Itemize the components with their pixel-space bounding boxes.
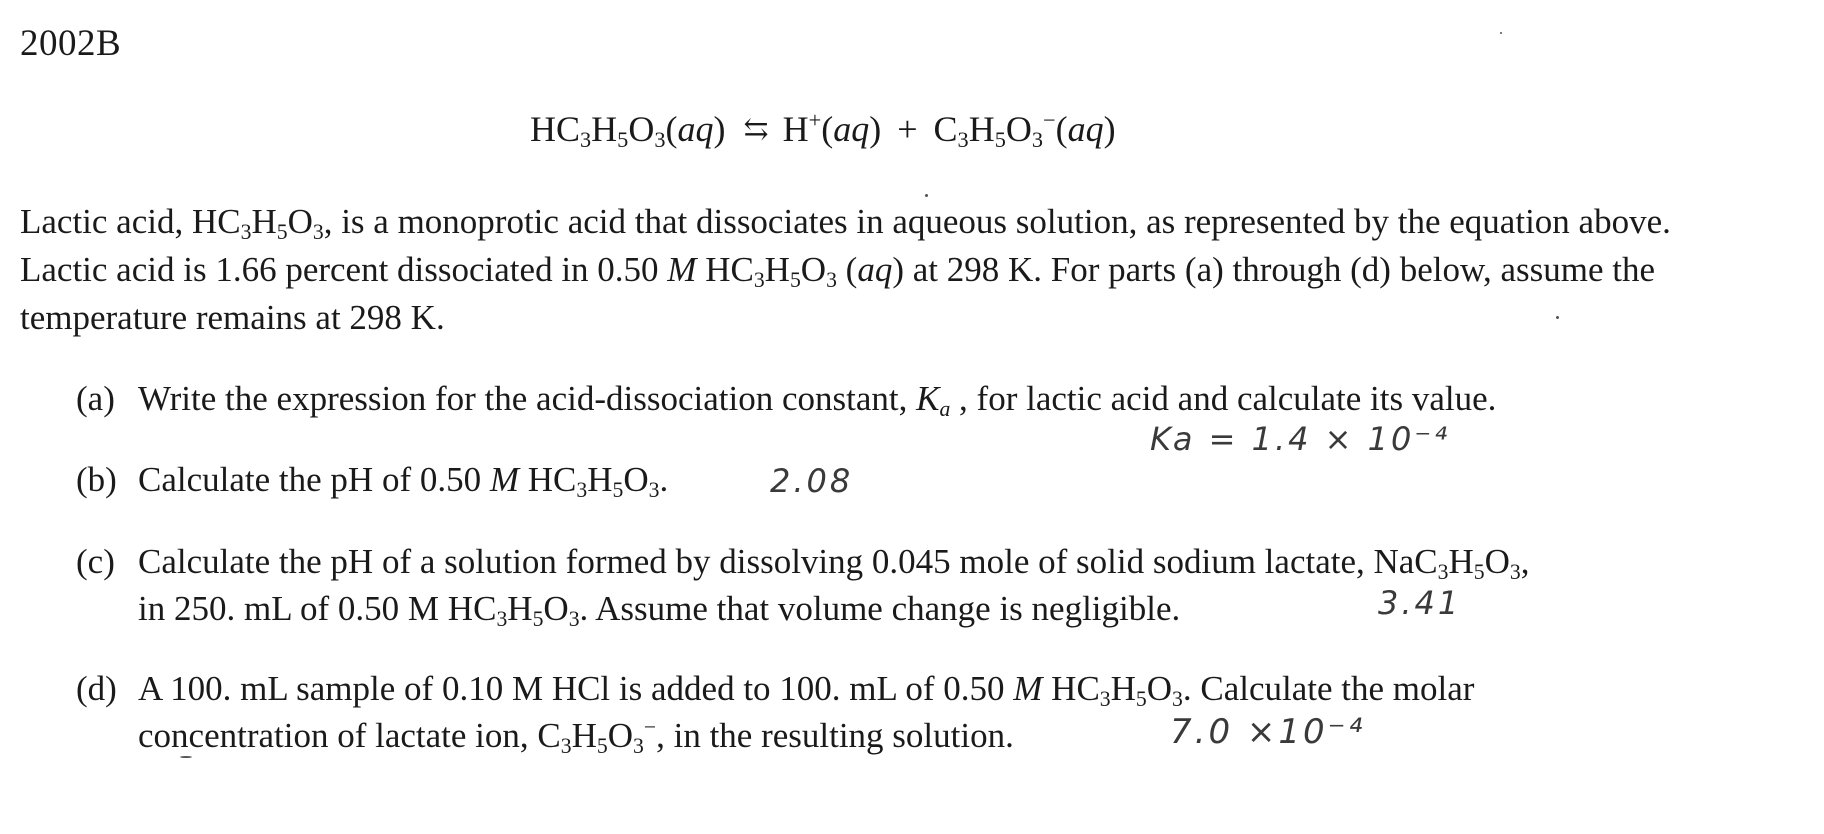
equilibrium-arrow-icon: ⇆ <box>743 113 769 146</box>
scan-speck <box>1556 316 1559 319</box>
handwritten-answer-a: Ka = 1.4 × 10⁻⁴ <box>1150 420 1451 458</box>
scan-speck <box>180 756 192 758</box>
question-part-c: (c) Calculate the pH of a solution formed by dissolving 0.045 mole of solid sodium lactate, $NaC_3H_5O_3$, in 250. mL of 0.50 M $HC_3H_5O_3$. Assume that volume change is negligible. <box>76 538 1776 632</box>
dissociation-equation <box>530 107 1116 153</box>
part-label: (b) <box>76 460 117 499</box>
question-part-b: (b) Calculate the pH of 0.50 M $HC_3H_5O_3$. <box>76 456 1776 503</box>
equation-product-hydrogen-ion: H+(aq) <box>782 107 882 149</box>
part-label: (a) <box>76 379 115 418</box>
part-label: (c) <box>76 542 115 581</box>
scan-speck <box>1500 32 1502 34</box>
problem-introduction: Lactic acid, $HC_3H_5O_3$, is a monoprotic acid that dissociates in aqueous solution, as represented by the equation above. Lactic acid is 1.66 percent dissociated in 0.50 M $HC_3H_5O_3$ (aq) at 298 K. For parts (a) through (d) below, assume the temperature remains at 298 K. <box>20 202 1671 337</box>
equation-plus: + <box>897 109 918 149</box>
equation-product-lactate-ion: $C_3H_5O_3^-(aq)$ <box>933 107 1116 153</box>
scan-speck <box>925 194 928 197</box>
part-label: (d) <box>76 669 117 708</box>
handwritten-answer-d: 7.0 ×10⁻⁴ <box>1170 712 1366 752</box>
handwritten-answer-b: 2.08 <box>770 462 854 500</box>
exam-year-label: 2002B <box>20 23 122 64</box>
question-part-d: (d) A 100. mL sample of 0.10 M HCl is added to 100. mL of 0.50 M $HC_3H_5O_3$. Calculate the molar concentration of lactate ion, $C_3H_5O_3^-$, in the resulting solution. <box>76 665 1776 759</box>
question-part-a: (a) Write the expression for the acid-dissociation constant, $K_a$ , for lactic acid and calculate its value. <box>76 375 1776 422</box>
equation-reactant: $HC_3H_5O_3(aq)$ <box>530 109 726 153</box>
handwritten-answer-c: 3.41 <box>1378 584 1462 622</box>
